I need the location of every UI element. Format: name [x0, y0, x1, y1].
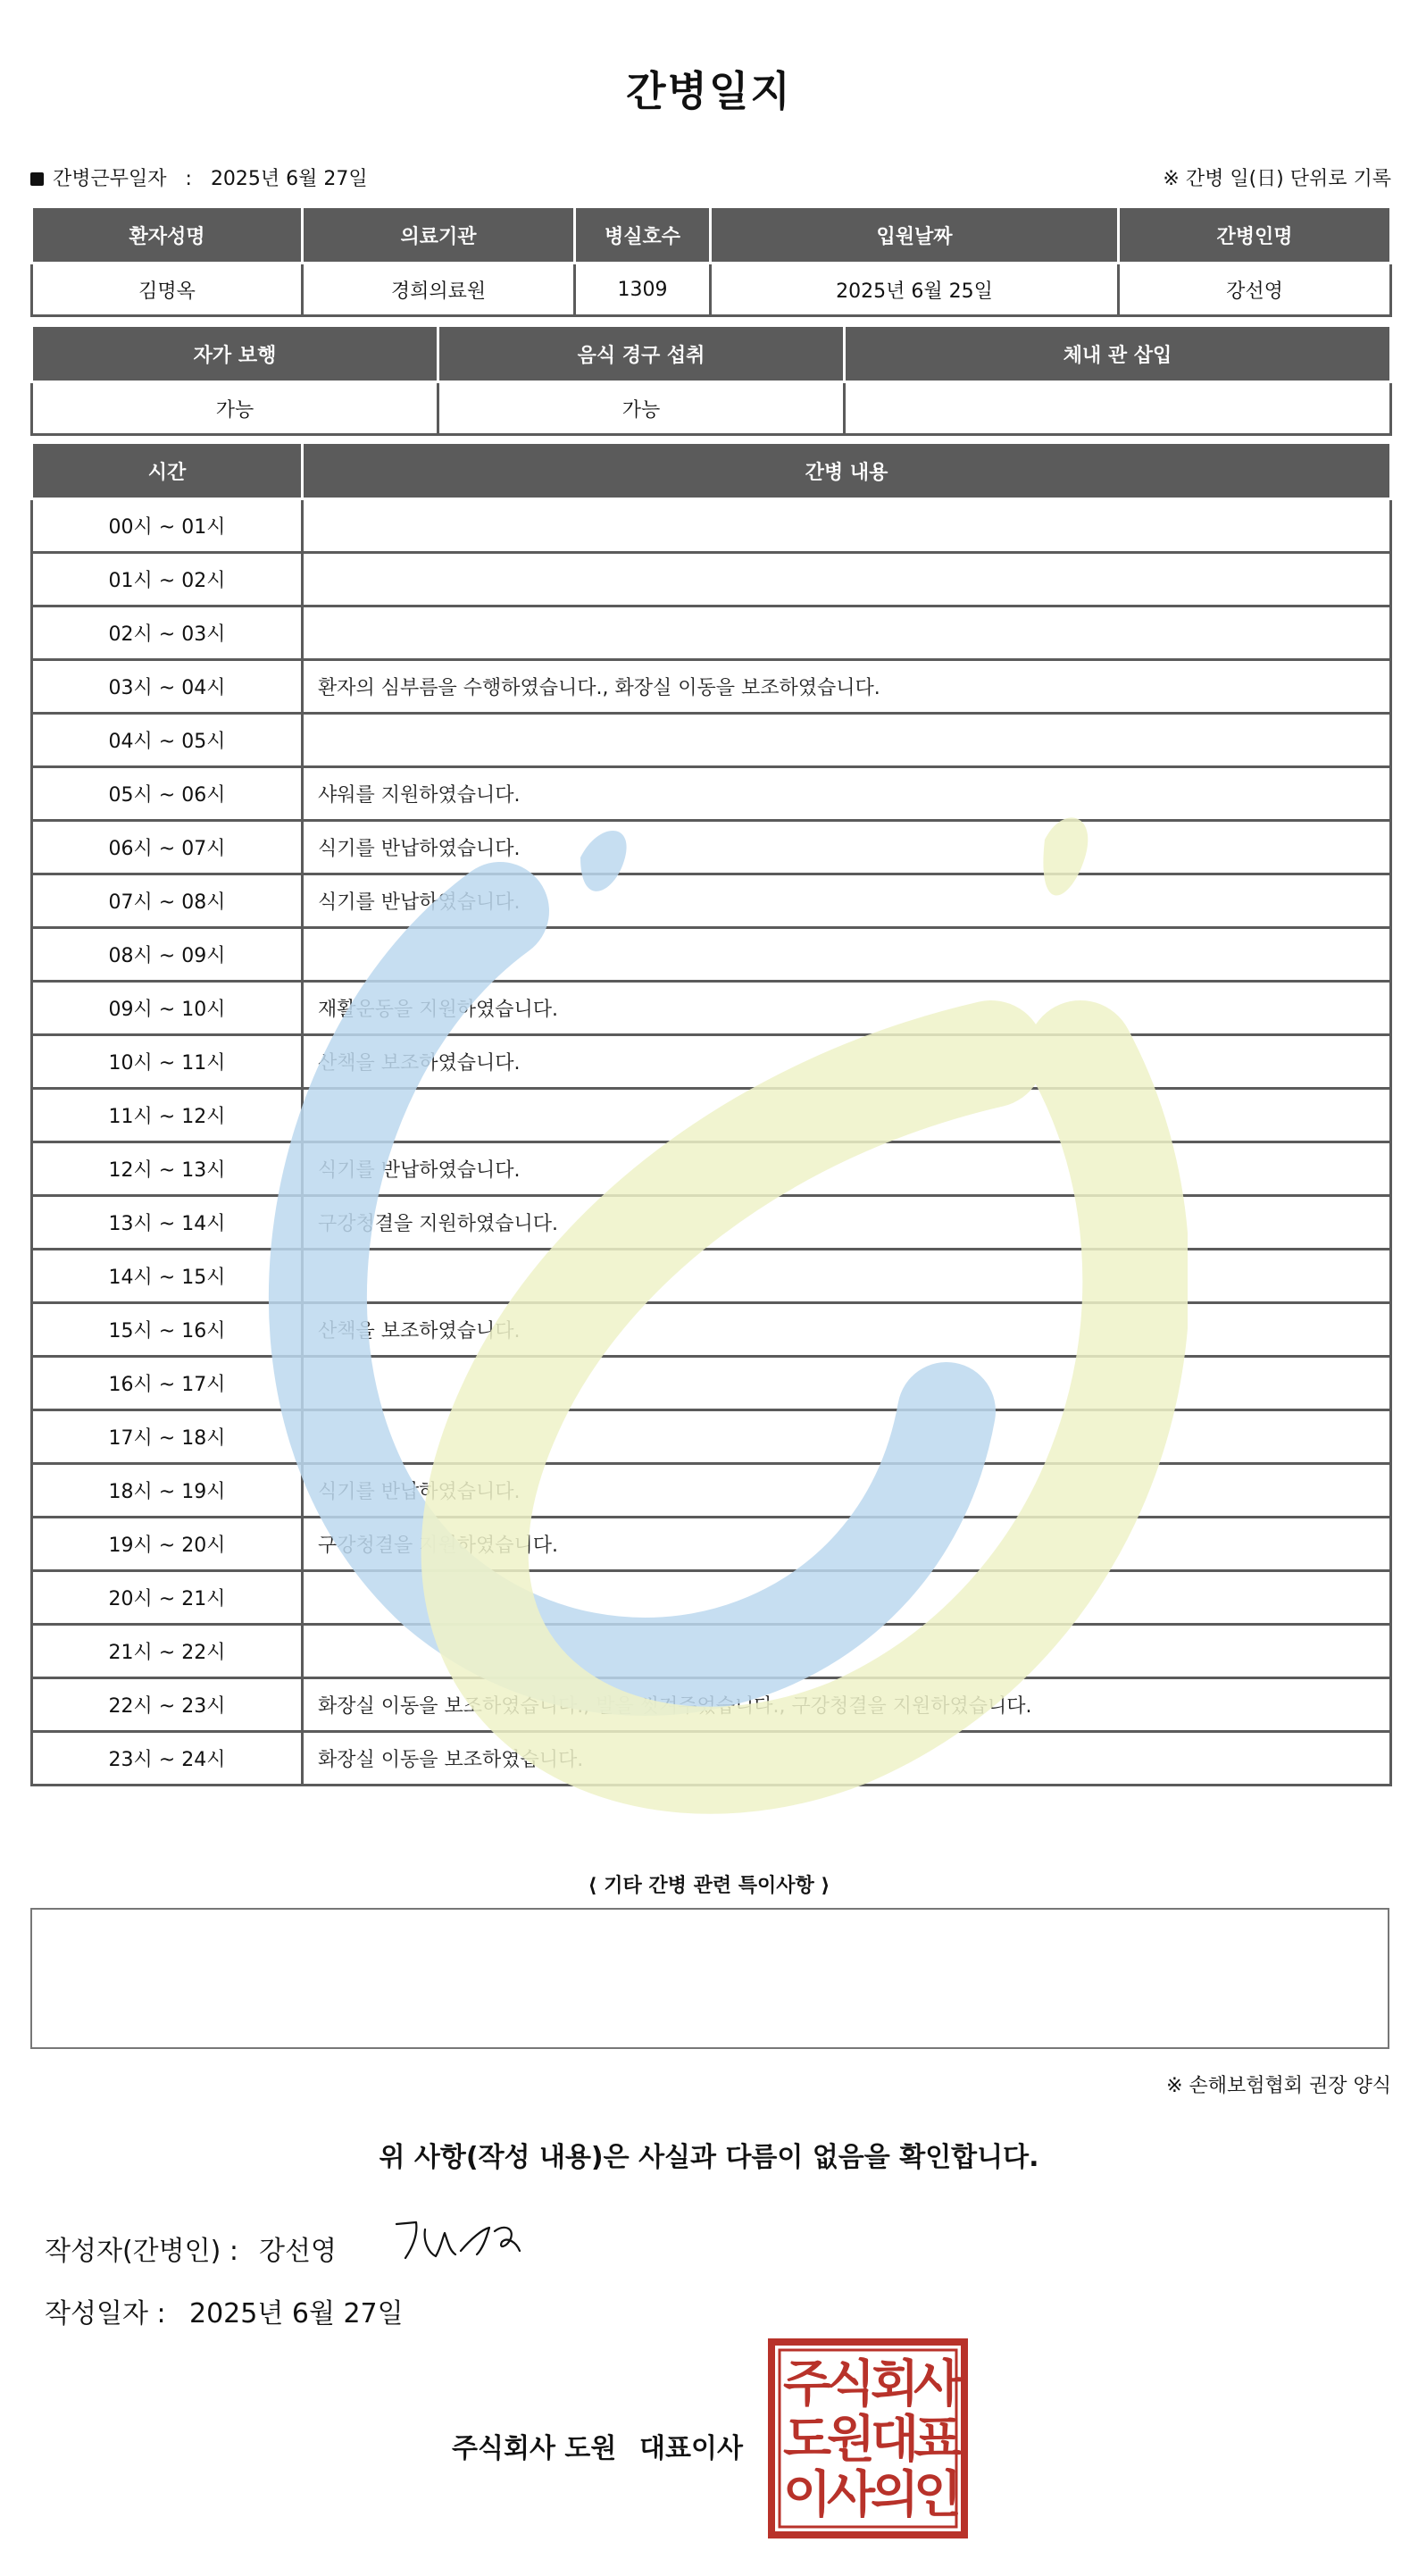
duty-separator: :: [185, 168, 192, 190]
row-time: 21시 ~ 22시: [32, 1625, 303, 1678]
seal-character: 사: [826, 2466, 876, 2524]
row-time: 13시 ~ 14시: [32, 1196, 303, 1250]
seal-character: 표: [913, 2411, 963, 2469]
row-time: 09시 ~ 10시: [32, 982, 303, 1035]
hospital-name: 경희의료원: [303, 263, 575, 316]
seal-character: 인: [913, 2466, 963, 2524]
row-time: 19시 ~ 20시: [32, 1518, 303, 1571]
row-time: 14시 ~ 15시: [32, 1250, 303, 1303]
header-caregiver-name: 간병인명: [1119, 207, 1391, 263]
header-tube-insertion: 체내 관 삽입: [845, 326, 1391, 382]
table-row: [32, 821, 1391, 874]
table-row: [32, 499, 1391, 553]
row-care-content: [303, 606, 1391, 660]
row-care-content: 산책을 보조하였습니다.: [303, 1035, 1391, 1089]
row-care-content: 식기를 반납하였습니다.: [303, 1464, 1391, 1518]
patient-info-table: [30, 205, 1392, 317]
row-care-content: [303, 1571, 1391, 1625]
row-time: 12시 ~ 13시: [32, 1142, 303, 1196]
row-time: 17시 ~ 18시: [32, 1410, 303, 1464]
table-row: [32, 874, 1391, 928]
patient-header-row: [32, 207, 1391, 263]
row-time: 05시 ~ 06시: [32, 767, 303, 821]
table-row: [32, 1464, 1391, 1518]
row-time: 08시 ~ 09시: [32, 928, 303, 982]
log-header-row: [32, 443, 1391, 499]
row-care-content: [303, 553, 1391, 606]
header-time: 시간: [32, 443, 303, 499]
table-row: [32, 1410, 1391, 1464]
patient-name: 김명옥: [32, 263, 303, 316]
caregiver-name: 강선영: [1119, 263, 1391, 316]
table-row: [32, 1035, 1391, 1089]
company-seal-stamp: [768, 2338, 968, 2538]
row-care-content: [303, 1089, 1391, 1142]
row-time: 23시 ~ 24시: [32, 1732, 303, 1786]
table-row: [32, 1089, 1391, 1142]
row-time: 20시 ~ 21시: [32, 1571, 303, 1625]
table-row: [32, 1303, 1391, 1357]
duty-label: 간병근무일자: [53, 168, 167, 190]
row-care-content: 화장실 이동을 보조하였습니다.: [303, 1732, 1391, 1786]
row-care-content: 화장실 이동을 보조하였습니다., 발을 씻겨주었습니다., 구강청결을 지원하였습니다.: [303, 1678, 1391, 1732]
table-row: [32, 714, 1391, 767]
care-log-table: [30, 441, 1392, 1786]
row-time: 22시 ~ 23시: [32, 1678, 303, 1732]
duty-date: 2025년 6월 27일: [210, 168, 368, 190]
row-time: 10시 ~ 11시: [32, 1035, 303, 1089]
status-value-row: [32, 382, 1391, 435]
row-care-content: 식기를 반납하였습니다.: [303, 874, 1391, 928]
confirm-statement: 위 사항(작성 내용)은 사실과 다름이 없음을 확인합니다.: [379, 2142, 1039, 2173]
row-care-content: 구강청결을 지원하였습니다.: [303, 1196, 1391, 1250]
header-patient-name: 환자성명: [32, 207, 303, 263]
row-care-content: 환자의 심부름을 수행하였습니다., 화장실 이동을 보조하였습니다.: [303, 660, 1391, 714]
row-care-content: 식기를 반납하였습니다.: [303, 1142, 1391, 1196]
self-walking-value: 가능: [32, 382, 438, 435]
special-notes-title: ⟨ 기타 간병 관련 특이사항 ⟩: [588, 1875, 830, 1897]
row-care-content: [303, 499, 1391, 553]
row-time: 16시 ~ 17시: [32, 1357, 303, 1410]
log-body: [32, 499, 1391, 1786]
seal-character: 회: [870, 2355, 920, 2413]
row-time: 04시 ~ 05시: [32, 714, 303, 767]
unit-note: ※ 간병 일(日) 단위로 기록: [1163, 168, 1391, 190]
table-row: [32, 1678, 1391, 1732]
seal-character: 의: [870, 2466, 920, 2524]
row-time: 06시 ~ 07시: [32, 821, 303, 874]
seal-character: 사: [913, 2355, 963, 2413]
row-care-content: 샤워를 지원하였습니다.: [303, 767, 1391, 821]
header-hospital: 의료기관: [303, 207, 575, 263]
table-row: [32, 553, 1391, 606]
row-care-content: [303, 928, 1391, 982]
table-row: [32, 606, 1391, 660]
row-time: 02시 ~ 03시: [32, 606, 303, 660]
document-title: 간병일지: [626, 67, 792, 115]
table-row: [32, 982, 1391, 1035]
seal-character: 도: [782, 2411, 832, 2469]
row-time: 00시 ~ 01시: [32, 499, 303, 553]
table-row: [32, 1250, 1391, 1303]
row-time: 18시 ~ 19시: [32, 1464, 303, 1518]
writer-label: 작성자(간병인) :: [45, 2236, 238, 2267]
row-care-content: [303, 1625, 1391, 1678]
table-row: [32, 1196, 1391, 1250]
seal-character: 이: [782, 2466, 832, 2524]
seal-text: [783, 2355, 963, 2524]
row-time: 11시 ~ 12시: [32, 1089, 303, 1142]
admission-date: 2025년 6월 25일: [711, 263, 1119, 316]
seal-character: 대: [870, 2411, 920, 2469]
row-time: 03시 ~ 04시: [32, 660, 303, 714]
date-value: 2025년 6월 27일: [189, 2298, 404, 2329]
row-time: 15시 ~ 16시: [32, 1303, 303, 1357]
seal-character: 식: [826, 2355, 876, 2413]
company-name: 주식회사 도원: [452, 2433, 617, 2464]
oral-intake-value: 가능: [438, 382, 845, 435]
row-care-content: [303, 1410, 1391, 1464]
special-notes-box: [30, 1908, 1389, 2049]
row-care-content: 구강청결을 지원하였습니다.: [303, 1518, 1391, 1571]
tube-insertion-value: [845, 382, 1391, 435]
header-room-number: 병실호수: [575, 207, 711, 263]
status-header-row: [32, 326, 1391, 382]
row-care-content: [303, 1250, 1391, 1303]
patient-status-table: [30, 324, 1392, 436]
table-row: [32, 767, 1391, 821]
room-number: 1309: [575, 263, 711, 316]
recommend-note: ※ 손해보험협회 권장 양식: [1166, 2075, 1391, 2097]
header-care-content: 간병 내용: [303, 443, 1391, 499]
table-row: [32, 1142, 1391, 1196]
table-row: [32, 1571, 1391, 1625]
header-admission-date: 입원날짜: [711, 207, 1119, 263]
row-care-content: 재활운동을 지원하였습니다.: [303, 982, 1391, 1035]
duty-date-line: [30, 163, 368, 191]
date-label: 작성일자 :: [45, 2298, 166, 2329]
ceo-label: 대표이사: [639, 2433, 743, 2464]
patient-value-row: [32, 263, 1391, 316]
table-row: [32, 928, 1391, 982]
row-time: 01시 ~ 02시: [32, 553, 303, 606]
seal-character: 주: [782, 2355, 832, 2413]
header-oral-intake: 음식 경구 섭취: [438, 326, 845, 382]
table-row: [32, 660, 1391, 714]
row-care-content: [303, 1357, 1391, 1410]
table-row: [32, 1357, 1391, 1410]
seal-character: 원: [826, 2411, 876, 2469]
row-care-content: [303, 714, 1391, 767]
row-time: 07시 ~ 08시: [32, 874, 303, 928]
row-care-content: 산책을 보조하였습니다.: [303, 1303, 1391, 1357]
handwritten-signature: [389, 2212, 523, 2267]
table-row: [32, 1625, 1391, 1678]
table-row: [32, 1732, 1391, 1786]
square-bullet-icon: [30, 172, 44, 186]
row-care-content: 식기를 반납하였습니다.: [303, 821, 1391, 874]
table-row: [32, 1518, 1391, 1571]
writer-name: 강선영: [259, 2236, 337, 2267]
header-self-walking: 자가 보행: [32, 326, 438, 382]
